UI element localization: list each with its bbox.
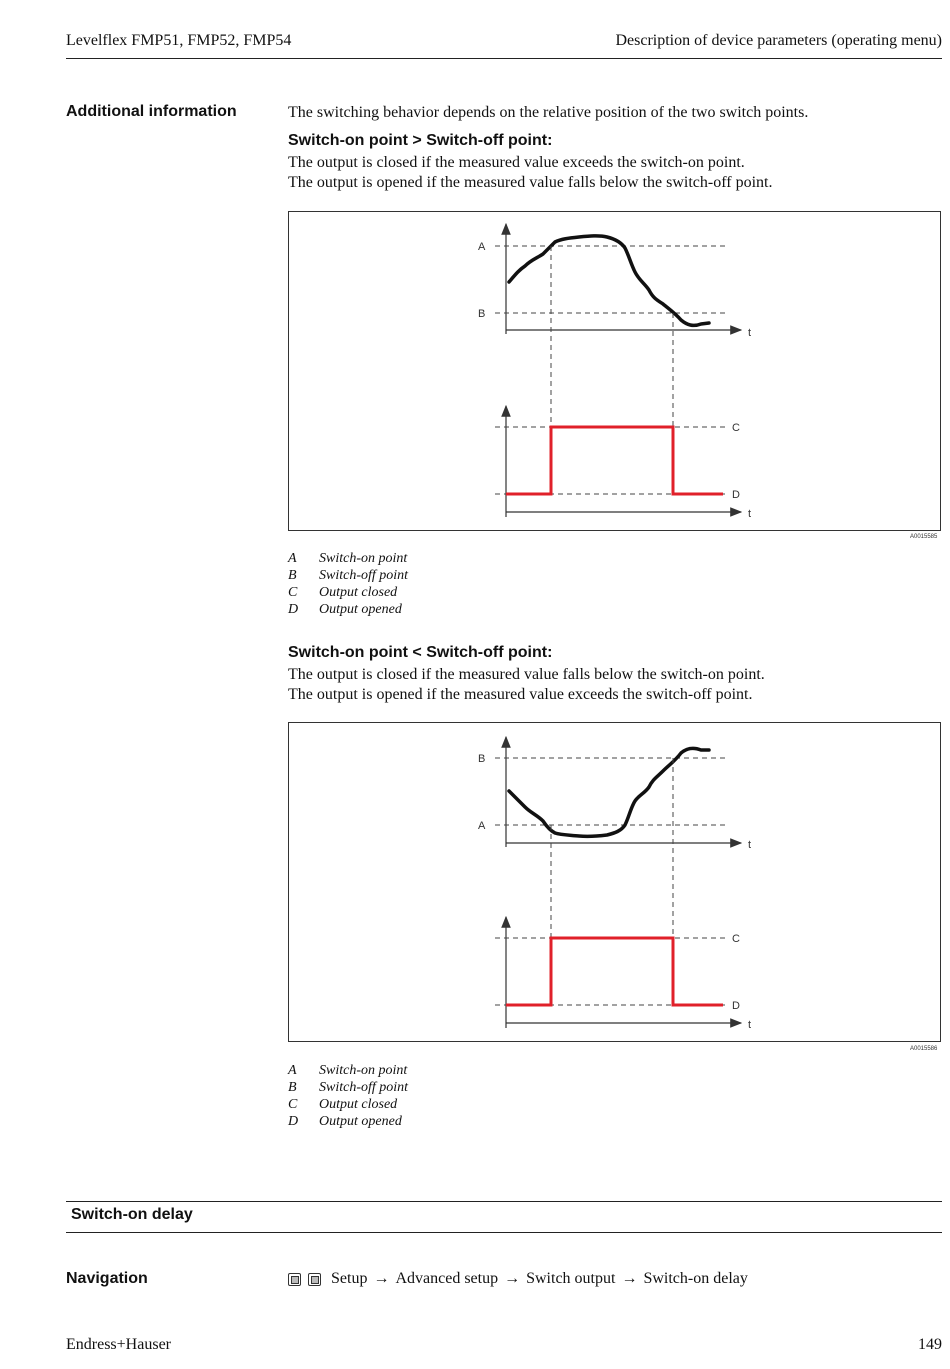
- case1-line2: The output is opened if the measured value falls below the switch-off point.: [288, 174, 773, 191]
- display-key-icon: [308, 1273, 321, 1286]
- operating-key-icon: [288, 1273, 301, 1286]
- footer-brand: Endress+Hauser: [66, 1336, 171, 1353]
- case2-label-a: A: [478, 820, 486, 832]
- case1-label-t2: t: [748, 508, 752, 520]
- nav-switch-output[interactable]: Switch output: [526, 1270, 616, 1287]
- case2-label-t1: t: [748, 839, 752, 851]
- legend-item: B Switch-off point: [288, 568, 409, 583]
- legend-item: A Switch-on point: [288, 1063, 408, 1078]
- case1-legend: [288, 550, 408, 618]
- case1-label-b: B: [478, 308, 486, 320]
- case1-output-signal: [506, 427, 723, 494]
- additional-info-label: Additional information: [66, 103, 237, 120]
- section-rule-bottom: [66, 1232, 942, 1233]
- figure-case2-diagram: [289, 723, 942, 1043]
- legend-item: C Output closed: [288, 1097, 398, 1112]
- case2-label-c: C: [732, 933, 740, 945]
- case1-label-a: A: [478, 241, 486, 253]
- case2-title: Switch-on point < Switch-off point:: [288, 644, 553, 661]
- case2-label-d: D: [732, 1000, 740, 1012]
- footer-page-number: 149: [918, 1336, 942, 1353]
- legend-item: B Switch-off point: [288, 1080, 409, 1095]
- case2-output-signal: [506, 938, 723, 1005]
- switch-on-delay-title: Switch-on delay: [71, 1206, 193, 1223]
- case2-line1: The output is closed if the measured value falls below the switch-on point.: [288, 666, 765, 683]
- case1-signal-curve: [509, 236, 709, 326]
- figure-case1-diagram: [289, 212, 942, 532]
- header-product: Levelflex FMP51, FMP52, FMP54: [66, 32, 292, 49]
- case2-legend: [288, 1062, 408, 1130]
- navigation-label: Navigation: [66, 1270, 148, 1287]
- figure-case2: [288, 722, 941, 1042]
- nav-advanced-setup[interactable]: Advanced setup: [395, 1270, 499, 1287]
- nav-setup[interactable]: Setup: [331, 1270, 368, 1287]
- figure-case1: [288, 211, 941, 531]
- case2-label-t2: t: [748, 1019, 752, 1031]
- case1-title: Switch-on point > Switch-off point:: [288, 132, 553, 149]
- arrow-right-icon: →: [504, 1270, 521, 1287]
- additional-info-intro: The switching behavior depends on the relative position of the two switch points.: [288, 104, 809, 121]
- case1-line1: The output is closed if the measured value exceeds the switch-on point.: [288, 154, 745, 171]
- header-rule: [66, 58, 942, 59]
- arrow-right-icon: →: [621, 1270, 638, 1287]
- section-rule-top: [66, 1201, 942, 1202]
- case1-figure-id: A0015585: [910, 534, 938, 540]
- legend-item: C Output closed: [288, 585, 398, 600]
- navigation-path: [288, 1270, 754, 1288]
- arrow-right-icon: →: [373, 1270, 390, 1287]
- case2-figure-id: A0015586: [910, 1046, 938, 1052]
- case1-label-t1: t: [748, 327, 752, 339]
- nav-switch-on-delay[interactable]: Switch-on delay: [643, 1270, 748, 1287]
- case2-signal-curve: [509, 748, 709, 836]
- case1-label-c: C: [732, 422, 740, 434]
- case1-label-d: D: [732, 489, 740, 501]
- case2-line2: The output is opened if the measured value exceeds the switch-off point.: [288, 686, 753, 703]
- header-section: Description of device parameters (operating menu): [615, 32, 942, 49]
- legend-item: D Output opened: [288, 1114, 402, 1129]
- legend-item: A Switch-on point: [288, 551, 408, 566]
- legend-item: D Output opened: [288, 602, 402, 617]
- case2-label-b: B: [478, 753, 486, 765]
